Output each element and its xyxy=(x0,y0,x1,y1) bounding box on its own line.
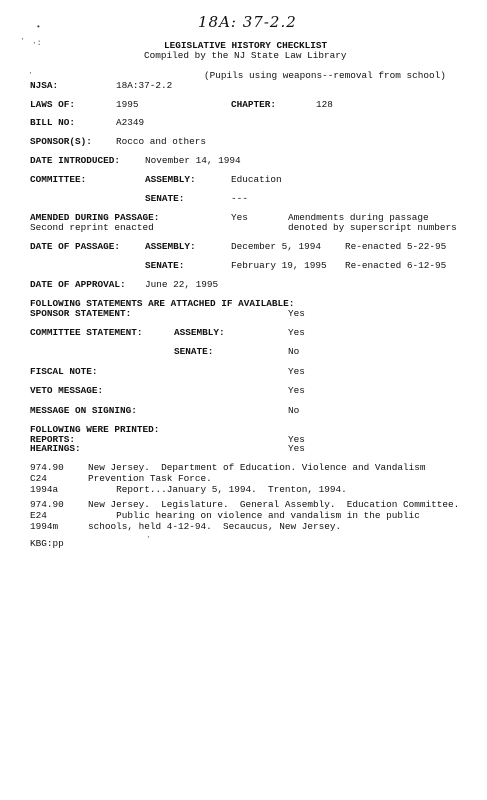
fiscal-note-value: Yes xyxy=(288,366,305,377)
signing-message-label: MESSAGE ON SIGNING: xyxy=(30,405,137,416)
document-title: LEGISLATIVE HISTORY CHECKLIST xyxy=(164,40,328,51)
veto-message-label: VETO MESSAGE: xyxy=(30,385,104,396)
committee-assembly-label: ASSEMBLY: xyxy=(145,174,196,185)
signing-message-value: No xyxy=(288,405,300,416)
amended-label: AMENDED DURING PASSAGE: xyxy=(30,212,160,223)
approval-value: June 22, 1995 xyxy=(145,279,219,290)
bill-topic: (Pupils using weapons--removal from school) xyxy=(204,70,446,81)
date-introduced-value: November 14, 1994 xyxy=(145,155,241,166)
amended-value: Yes xyxy=(231,212,248,223)
passage-assembly-label: ASSEMBLY: xyxy=(145,241,196,252)
attached-heading: FOLLOWING STATEMENTS ARE ATTACHED IF AVAILABLE: xyxy=(30,298,295,309)
bill-no-value: A2349 xyxy=(116,117,145,128)
ref-2-citation: New Jersey. Legislature. General Assembly. Education Committee. Public hearing on violence and vandalism in the public schools, held 4-12-94. Secaucus, New Jersey. xyxy=(88,499,460,532)
initials: KBG:pp xyxy=(30,538,64,549)
amended-line2: Second reprint enacted xyxy=(30,222,154,233)
passage-senate-note: Re-enacted 6-12-95 xyxy=(345,260,447,271)
hearings-value: Yes xyxy=(288,443,305,454)
committee-senate-label: SENATE: xyxy=(145,193,185,204)
committee-statement-assembly-label: ASSEMBLY: xyxy=(174,327,225,338)
passage-senate-date: February 19, 1995 xyxy=(231,260,327,271)
amended-note-2: denoted by superscript numbers xyxy=(288,222,457,233)
passage-assembly-note: Re-enacted 5-22-95 xyxy=(345,241,447,252)
sponsors-value: Rocco and others xyxy=(116,136,207,147)
sponsor-statement-value: Yes xyxy=(288,308,305,319)
reports-value: Yes xyxy=(288,434,305,445)
fiscal-note-label: FISCAL NOTE: xyxy=(30,366,98,377)
ref-1-citation: New Jersey. Department of Education. Violence and Vandalism Prevention Task Force. Report...January 5, 1994. Trenton, 1994. xyxy=(88,462,426,495)
date-introduced-label: DATE INTRODUCED: xyxy=(30,155,121,166)
hearings-label: HEARINGS: xyxy=(30,443,81,454)
handwritten-citation: 18A: 37-2.2 xyxy=(198,13,297,31)
laws-of-label: LAWS OF: xyxy=(30,99,76,110)
scan-speck: • xyxy=(36,23,41,32)
approval-label: DATE OF APPROVAL: xyxy=(30,279,126,290)
reports-label: REPORTS: xyxy=(30,434,76,445)
amended-note-1: Amendments during passage xyxy=(288,212,429,223)
committee-label: COMMITTEE: xyxy=(30,174,87,185)
chapter-label: CHAPTER: xyxy=(231,99,277,110)
njsa-label: NJSA: xyxy=(30,80,59,91)
chapter-value: 128 xyxy=(316,99,333,110)
scan-speck: · xyxy=(20,35,25,44)
committee-statement-label: COMMITTEE STATEMENT: xyxy=(30,327,143,338)
sponsors-label: SPONSOR(S): xyxy=(30,136,92,147)
committee-assembly-value: Education xyxy=(231,174,282,185)
scan-speck: · xyxy=(146,533,151,542)
ref-2-call-number: 974.90 E24 1994m xyxy=(30,499,64,532)
committee-statement-senate-value: No xyxy=(288,346,300,357)
document-subtitle: Compiled by the NJ State Law Library xyxy=(144,50,347,61)
passage-label: DATE OF PASSAGE: xyxy=(30,241,121,252)
passage-assembly-date: December 5, 1994 xyxy=(231,241,322,252)
veto-message-value: Yes xyxy=(288,385,305,396)
committee-statement-senate-label: SENATE: xyxy=(174,346,214,357)
passage-senate-label: SENATE: xyxy=(145,260,185,271)
printed-heading: FOLLOWING WERE PRINTED: xyxy=(30,424,160,435)
sponsor-statement-label: SPONSOR STATEMENT: xyxy=(30,308,132,319)
njsa-value: 18A:37-2.2 xyxy=(116,80,173,91)
scan-speck: · xyxy=(28,69,33,78)
committee-statement-assembly-value: Yes xyxy=(288,327,305,338)
laws-of-value: 1995 xyxy=(116,99,139,110)
committee-senate-value: --- xyxy=(231,193,248,204)
bill-no-label: BILL NO: xyxy=(30,117,76,128)
scan-speck: ·: xyxy=(32,39,42,48)
ref-1-call-number: 974.90 C24 1994a xyxy=(30,462,64,495)
